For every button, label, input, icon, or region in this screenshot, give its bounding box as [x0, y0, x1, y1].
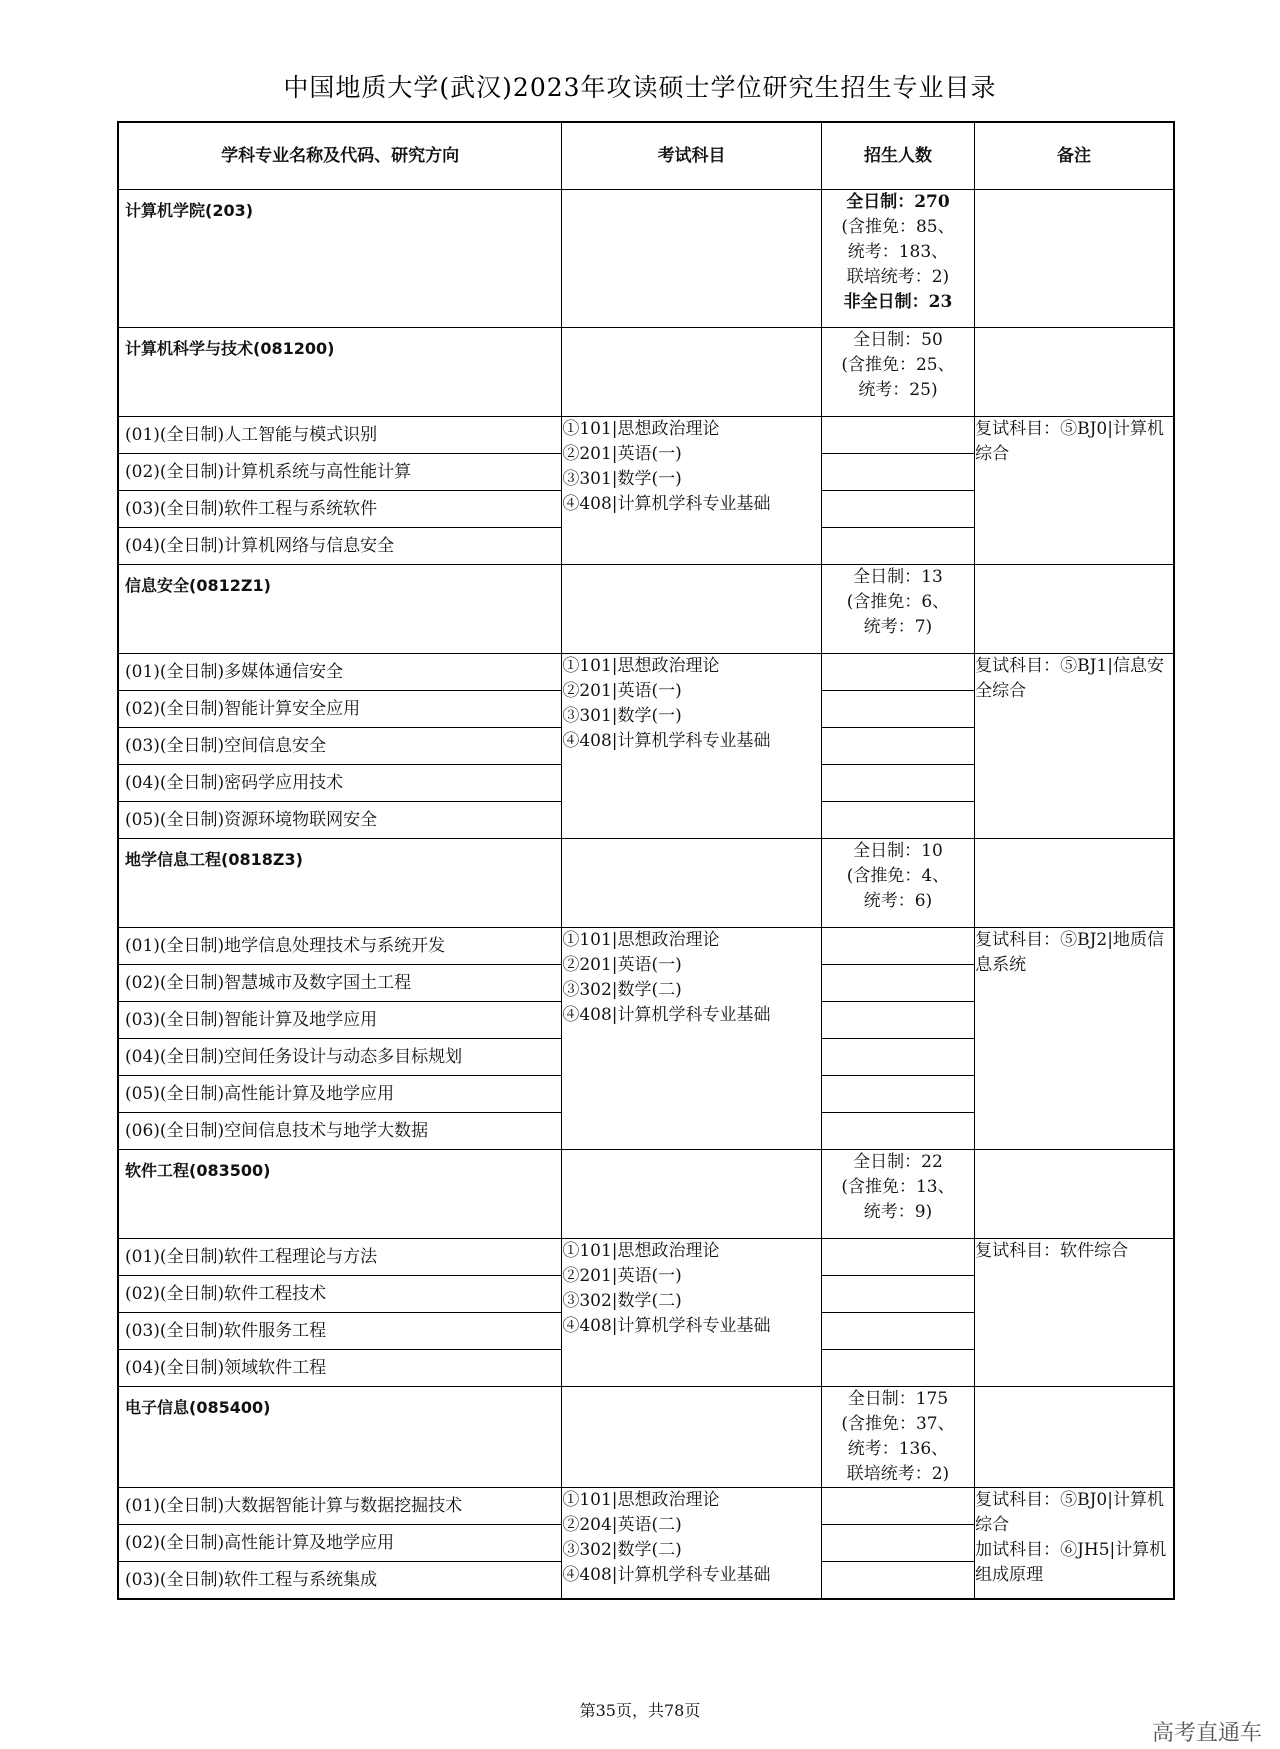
direction-name: (01)(全日制)软件工程理论与方法	[118, 1239, 562, 1276]
direction-quota	[821, 765, 974, 802]
direction-row	[118, 1239, 1174, 1276]
direction-name: (05)(全日制)高性能计算及地学应用	[118, 1076, 562, 1113]
direction-quota	[821, 1313, 974, 1350]
program-row	[118, 1150, 1174, 1239]
program-quota: 全日制：50 (含推免：25、 统考：25)	[821, 328, 974, 417]
direction-quota	[821, 1525, 974, 1562]
program-name: 信息安全(0812Z1)	[125, 576, 271, 595]
program-quota: 全日制：13 (含推免：6、 统考：7)	[821, 565, 974, 654]
direction-name: (01)(全日制)大数据智能计算与数据挖掘技术	[118, 1488, 562, 1525]
direction-name: (02)(全日制)计算机系统与高性能计算	[118, 454, 562, 491]
direction-quota	[821, 1562, 974, 1600]
exam-subjects: ①101|思想政治理论 ②204|英语(二) ③302|数学(二) ④408|计算机学科专业基础	[562, 1488, 821, 1600]
direction-name: (01)(全日制)人工智能与模式识别	[118, 417, 562, 454]
direction-quota	[821, 965, 974, 1002]
direction-name: (02)(全日制)软件工程技术	[118, 1276, 562, 1313]
exam-subjects: ①101|思想政治理论 ②201|英语(一) ③301|数学(一) ④408|计算机学科专业基础	[562, 654, 821, 839]
direction-row	[118, 654, 1174, 691]
direction-quota	[821, 454, 974, 491]
direction-quota	[821, 728, 974, 765]
direction-name: (04)(全日制)计算机网络与信息安全	[118, 528, 562, 565]
direction-row	[118, 417, 1174, 454]
program-name: 软件工程(083500)	[125, 1161, 271, 1180]
program-note: 复试科目：⑤BJ2|地质信息系统	[975, 928, 1174, 1150]
direction-name: (05)(全日制)资源环境物联网安全	[118, 802, 562, 839]
direction-name: (02)(全日制)高性能计算及地学应用	[118, 1525, 562, 1562]
direction-quota	[821, 1039, 974, 1076]
direction-quota	[821, 1076, 974, 1113]
direction-quota	[821, 654, 974, 691]
program-row	[118, 565, 1174, 654]
page-footer: 第35页，共78页	[579, 1701, 701, 1720]
school-row	[118, 190, 1174, 328]
program-quota: 全日制：10 (含推免：4、 统考：6)	[821, 839, 974, 928]
catalog-table	[117, 121, 1175, 1600]
direction-name: (04)(全日制)空间任务设计与动态多目标规划	[118, 1039, 562, 1076]
school-name: 计算机学院(203)	[125, 201, 254, 220]
program-quota: 全日制：175 (含推免：37、 统考：136、 联培统考：2)	[821, 1387, 974, 1488]
direction-quota	[821, 491, 974, 528]
program-name: 电子信息(085400)	[125, 1398, 271, 1417]
header-quota: 招生人数	[821, 122, 974, 190]
direction-name: (04)(全日制)密码学应用技术	[118, 765, 562, 802]
direction-row	[118, 1488, 1174, 1525]
program-name: 计算机科学与技术(081200)	[125, 339, 335, 358]
direction-row	[118, 928, 1174, 965]
direction-quota	[821, 928, 974, 965]
direction-quota	[821, 691, 974, 728]
direction-name: (01)(全日制)多媒体通信安全	[118, 654, 562, 691]
table-header-row	[118, 122, 1174, 190]
direction-name: (04)(全日制)领域软件工程	[118, 1350, 562, 1387]
direction-quota	[821, 1113, 974, 1150]
program-note: 复试科目：⑤BJ0|计算机综合 加试科目：⑥JH5|计算机组成原理	[975, 1488, 1174, 1600]
direction-name: (02)(全日制)智慧城市及数字国土工程	[118, 965, 562, 1002]
exam-subjects: ①101|思想政治理论 ②201|英语(一) ③302|数学(二) ④408|计算机学科专业基础	[562, 928, 821, 1150]
direction-name: (03)(全日制)智能计算及地学应用	[118, 1002, 562, 1039]
program-row	[118, 328, 1174, 417]
direction-name: (03)(全日制)空间信息安全	[118, 728, 562, 765]
direction-quota	[821, 417, 974, 454]
watermark: 高考直通车	[1151, 1721, 1262, 1746]
program-name: 地学信息工程(0818Z3)	[125, 850, 303, 869]
direction-name: (03)(全日制)软件工程与系统集成	[118, 1562, 562, 1600]
program-note: 复试科目：软件综合	[975, 1239, 1174, 1387]
page-title: 中国地质大学(武汉)2023年攻读硕士学位研究生招生专业目录	[283, 73, 997, 102]
exam-subjects: ①101|思想政治理论 ②201|英语(一) ③302|数学(二) ④408|计算机学科专业基础	[562, 1239, 821, 1387]
header-note: 备注	[975, 122, 1174, 190]
direction-quota	[821, 1488, 974, 1525]
direction-name: (06)(全日制)空间信息技术与地学大数据	[118, 1113, 562, 1150]
header-exam: 考试科目	[562, 122, 821, 190]
direction-quota	[821, 802, 974, 839]
header-program: 学科专业名称及代码、研究方向	[118, 122, 562, 190]
direction-quota	[821, 1276, 974, 1313]
direction-name: (01)(全日制)地学信息处理技术与系统开发	[118, 928, 562, 965]
program-quota: 全日制：22 (含推免：13、 统考：9)	[821, 1150, 974, 1239]
direction-name: (03)(全日制)软件服务工程	[118, 1313, 562, 1350]
direction-name: (02)(全日制)智能计算安全应用	[118, 691, 562, 728]
program-note: 复试科目：⑤BJ1|信息安全综合	[975, 654, 1174, 839]
direction-name: (03)(全日制)软件工程与系统软件	[118, 491, 562, 528]
direction-quota	[821, 1239, 974, 1276]
school-quota: 全日制：270 (含推免：85、 统考：183、 联培统考：2) 非全日制：23	[821, 190, 974, 328]
program-row	[118, 1387, 1174, 1488]
direction-quota	[821, 1002, 974, 1039]
program-row	[118, 839, 1174, 928]
direction-quota	[821, 1350, 974, 1387]
program-note: 复试科目：⑤BJ0|计算机综合	[975, 417, 1174, 565]
direction-quota	[821, 528, 974, 565]
exam-subjects: ①101|思想政治理论 ②201|英语(一) ③301|数学(一) ④408|计算机学科专业基础	[562, 417, 821, 565]
